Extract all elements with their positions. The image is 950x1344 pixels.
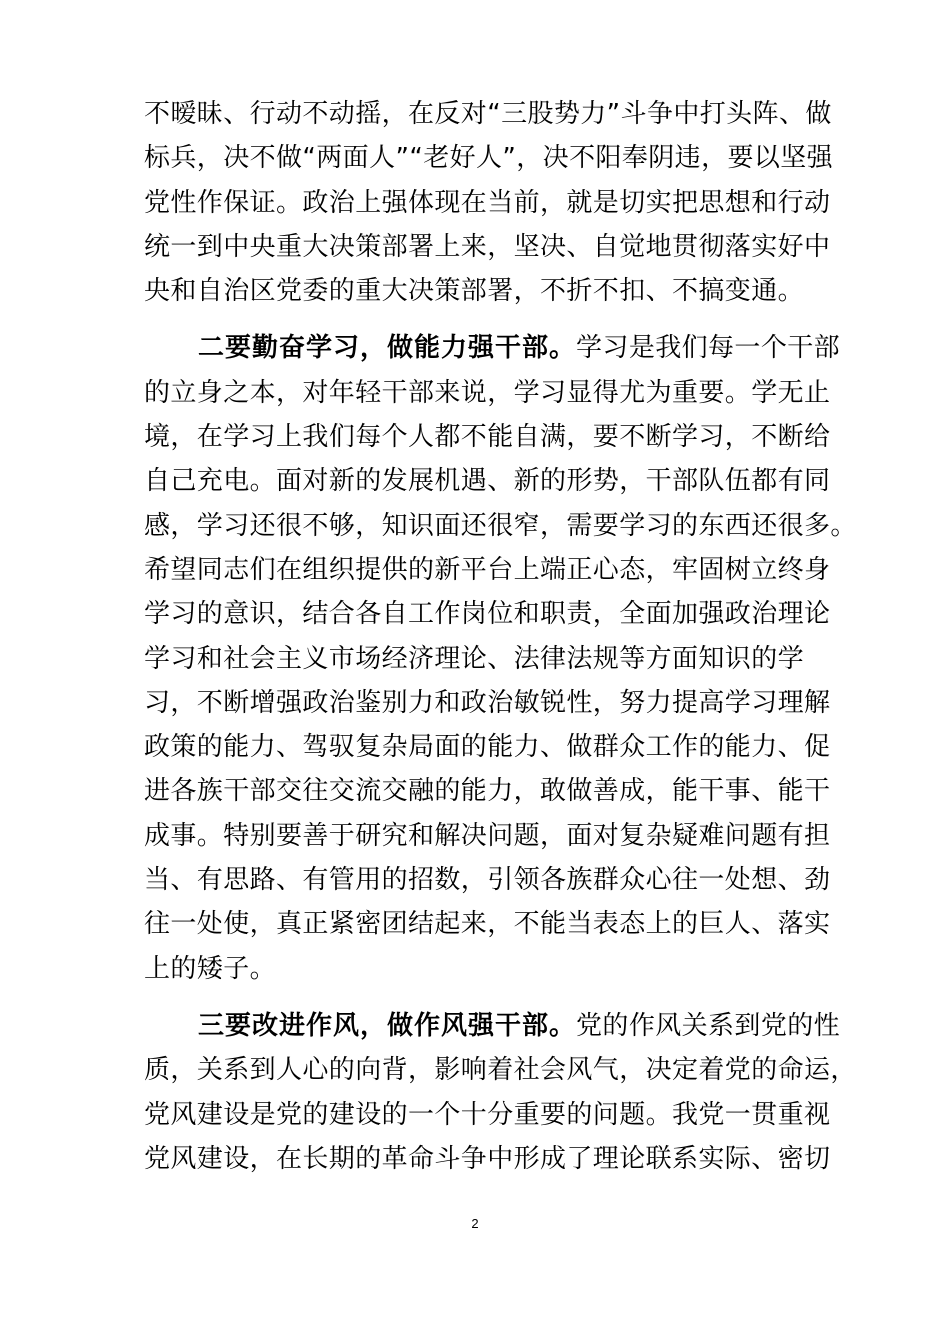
text-run: 学习是我们每一个干部: [576, 333, 841, 364]
text-line: 党性作保证。政治上强体现在当前，就是切实把思想和行动: [144, 187, 831, 218]
text-line: 学习和社会主义市场经济理论、法律法规等方面知识的学: [144, 643, 805, 674]
text-line: [144, 1004, 841, 1048]
document-body: [144, 92, 857, 1181]
section-heading: 三要改进作风，做作风强干部。: [198, 1010, 577, 1041]
text-line: 学习的意识，结合各自工作岗位和职责，全面加强政治理论: [144, 599, 831, 630]
text-run: 党的作风关系到党的性: [576, 1010, 841, 1041]
text-line: 希望同志们在组织提供的新平台上端正心态，牢固树立终身: [144, 554, 831, 585]
text-line: 质，关系到人心的向背，影响着社会风气，决定着党的命运，: [144, 1055, 857, 1086]
text-line: 进各族干部交往交流交融的能力，敢做善成，能干事、能干: [144, 776, 831, 807]
text-line: 境，在学习上我们每个人都不能自满，要不断学习，不断给: [144, 422, 831, 453]
text-line: 统一到中央重大决策部署上来，坚决、自觉地贯彻落实好中: [144, 231, 831, 262]
text-line: 标兵，决不做“两面人”“老好人”，决不阳奉阴违，要以坚强: [144, 143, 834, 174]
text-line: 不暧昧、行动不动摇，在反对“三股势力”斗争中打头阵、做: [144, 99, 832, 129]
text-line: 成事。特别要善于研究和解决问题，面对复杂疑难问题有担: [144, 820, 831, 851]
text-line: 上的矮子。: [144, 953, 277, 984]
text-line: 党风建设是党的建设的一个十分重要的问题。我党一贯重视: [144, 1099, 831, 1130]
text-line: 感，学习还很不够，知识面还很窄，需要学习的东西还很多。: [144, 510, 857, 541]
page-number: 2: [471, 1216, 479, 1231]
text-line: 政策的能力、驾驭复杂局面的能力、做群众工作的能力、促: [144, 732, 831, 763]
paragraph-spacer: [144, 313, 808, 326]
text-line: 当、有思路、有管用的招数，引领各族群众心往一处想、劲: [144, 865, 831, 896]
text-line: 习，不断增强政治鉴别力和政治敏锐性，努力提高学习理解: [144, 687, 831, 718]
text-line: 央和自治区党委的重大决策部署，不折不扣、不搞变通。: [144, 276, 805, 307]
paragraph-3: [144, 1004, 857, 1181]
text-line: 党风建设，在长期的革命斗争中形成了理论联系实际、密切: [144, 1143, 831, 1174]
section-heading: 二要勤奋学习，做能力强干部。: [198, 333, 577, 364]
text-line: 的立身之本，对年轻干部来说，学习显得尤为重要。学无止: [144, 377, 831, 408]
paragraph-1: [144, 92, 834, 313]
text-line: [144, 326, 841, 370]
text-line: 自己充电。面对新的发展机遇、新的形势，干部队伍都有同: [144, 466, 831, 497]
text-line: 往一处使，真正紧密团结起来，不能当表态上的巨人、落实: [144, 909, 831, 940]
paragraph-2: [144, 326, 857, 990]
paragraph-spacer: [144, 991, 808, 1004]
